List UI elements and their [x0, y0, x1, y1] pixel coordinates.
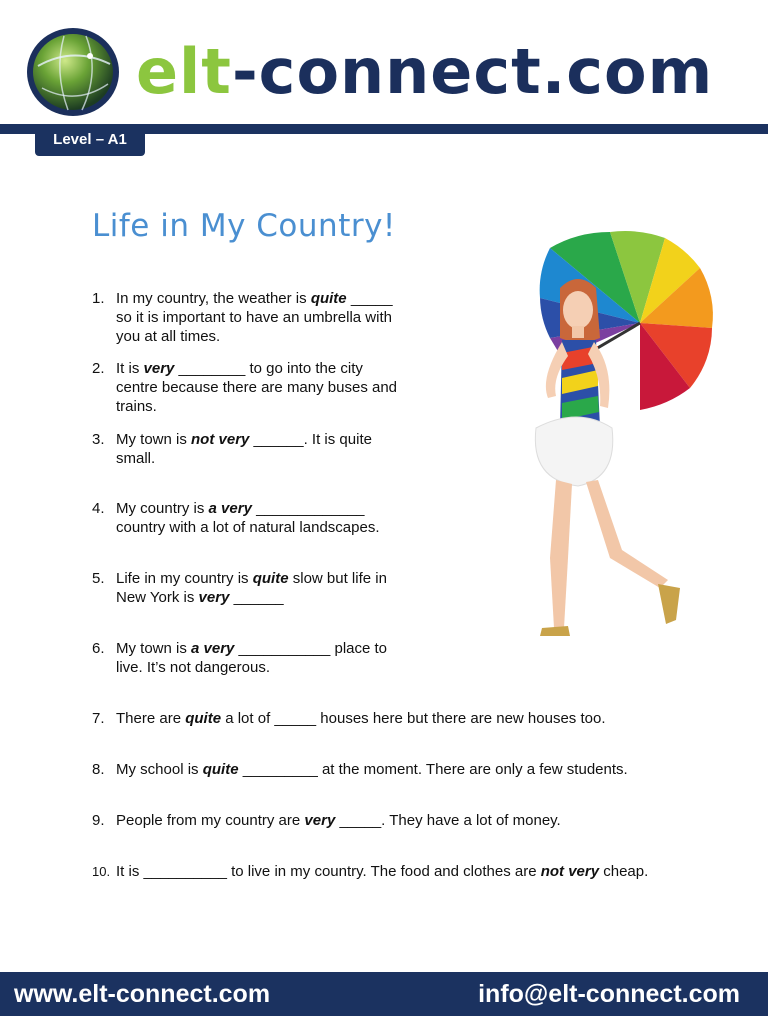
level-badge: Level – A1: [35, 126, 145, 156]
footer-website-link[interactable]: www.elt-connect.com: [14, 980, 271, 1008]
question-1: [92, 289, 422, 349]
question-line: centre because there are many buses and: [116, 379, 398, 396]
question-number: 5.: [92, 570, 105, 587]
question-text: [116, 811, 561, 830]
footer-email-link[interactable]: info@elt-connect.com: [478, 980, 740, 1008]
header: [0, 0, 768, 124]
question-5: [92, 569, 422, 609]
question-6: [92, 639, 422, 679]
question-number: 2.: [92, 360, 105, 377]
question-line: It is very ________ to go into the city: [116, 360, 363, 377]
question-line: so it is important to have an umbrella with: [116, 309, 392, 326]
question-line: live. It’s not dangerous.: [116, 659, 270, 676]
question-8: [92, 760, 712, 780]
question-text: [116, 359, 397, 416]
globe-logo-icon: [24, 26, 122, 118]
brand-wordmark: [136, 32, 713, 112]
brand-rest: -connect.com: [231, 35, 714, 108]
question-line: My town is not very ______. It is quite: [116, 431, 372, 448]
question-line: In my country, the weather is quite _____: [116, 290, 393, 307]
question-number: 8.: [92, 761, 105, 778]
question-line: country with a lot of natural landscapes.: [116, 519, 380, 536]
question-number: 10.: [92, 864, 111, 879]
footer-bar: [0, 972, 768, 1016]
question-line: It is __________ to live in my country. The food and clothes are not very cheap.: [116, 863, 649, 880]
question-number: 3.: [92, 431, 105, 448]
question-number: 4.: [92, 500, 105, 517]
question-line: My town is a very ___________ place to: [116, 640, 388, 657]
question-4: [92, 499, 422, 539]
question-line: People from my country are very _____. They have a lot of money.: [116, 812, 561, 829]
question-text: [116, 639, 387, 677]
question-number: 6.: [92, 640, 105, 657]
question-line: New York is very ______: [116, 589, 284, 606]
question-line: There are quite a lot of _____ houses here but there are new houses too.: [116, 710, 606, 727]
question-text: [116, 862, 648, 881]
question-3: [92, 430, 422, 470]
question-line: you at all times.: [116, 328, 221, 345]
question-text: [116, 289, 393, 346]
question-number: 7.: [92, 710, 105, 727]
question-7: [92, 709, 712, 729]
question-line: Life in my country is quite slow but life in: [116, 570, 387, 587]
question-9: [92, 811, 712, 831]
worksheet-title: Life in My Country!: [92, 208, 396, 244]
question-text: [116, 430, 372, 468]
question-text: [116, 499, 379, 537]
question-line: small.: [116, 450, 156, 467]
question-line: My country is a very _____________: [116, 500, 365, 517]
question-10: [92, 862, 712, 882]
question-line: trains.: [116, 398, 157, 415]
brand-elt: elt: [136, 35, 232, 108]
question-line: My school is quite _________ at the moment. There are only a few students.: [116, 761, 628, 778]
question-number: 9.: [92, 812, 105, 829]
woman-with-umbrella-illustration: [490, 228, 730, 648]
question-number: 1.: [92, 290, 105, 307]
question-text: [116, 709, 605, 728]
question-text: [116, 569, 387, 607]
question-2: [92, 359, 422, 419]
question-text: [116, 760, 628, 779]
